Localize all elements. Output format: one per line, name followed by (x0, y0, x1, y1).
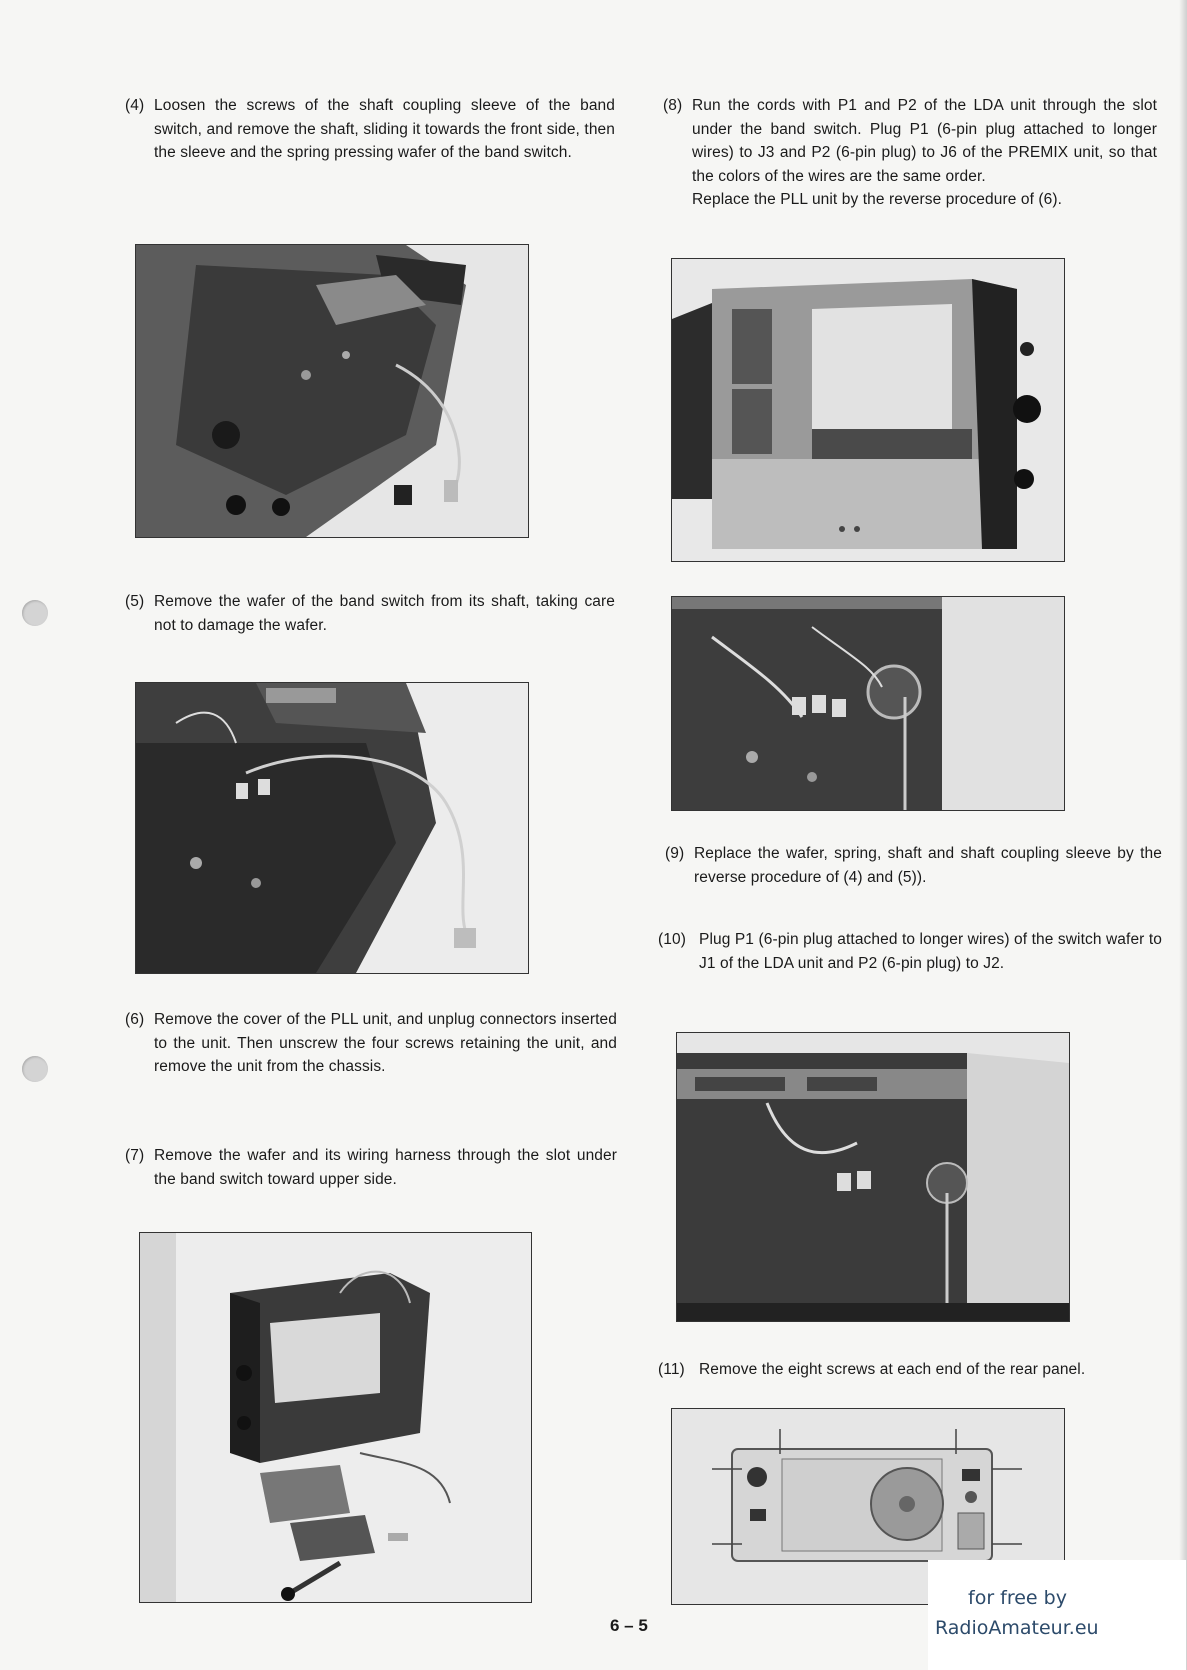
step-text: Run the cords with P1 and P2 of the LDA unit through the slot under the band switch. Plug P1 (6-pin plug attached to longer wires) to J3 and P2 (6-pin plug) to J6 of the PREMIX unit, so that the colors of the wires are the same order. (692, 97, 1157, 185)
credit-watermark (928, 1560, 1186, 1670)
step-text: Replace the wafer, spring, shaft and shaft coupling sleeve by the reverse procedure of (4) and (5)). (694, 845, 1162, 886)
switch-wafer-photo (671, 596, 1065, 811)
step-text: Remove the wafer and its wiring harness through the slot under the band switch toward upper side. (154, 1147, 617, 1188)
step-text: Remove the cover of the PLL unit, and unplug connectors inserted to the unit. Then unscrew the four screws retaining the unit, and remove the unit from the chassis. (154, 1011, 617, 1076)
wiring-photo (135, 682, 529, 974)
step-number: (7) (125, 1147, 145, 1164)
chassis-photo (135, 244, 529, 538)
step-text: Plug P1 (6-pin plug attached to longer wires) of the switch wafer to J1 of the LDA unit and P2 (6-pin plug) to J2. (699, 931, 1162, 972)
binder-hole (22, 1056, 48, 1082)
pll-area-photo (671, 258, 1065, 562)
page-number: 6 – 5 (610, 1616, 648, 1635)
step-number: (5) (125, 593, 145, 610)
lda-unit-photo (676, 1032, 1070, 1322)
step-number: (10) (658, 931, 686, 948)
step-5 (125, 590, 615, 637)
step-7 (125, 1144, 617, 1191)
binder-hole (22, 600, 48, 626)
step-8 (663, 94, 1157, 212)
step-number: (6) (125, 1011, 145, 1028)
step-10 (658, 928, 1162, 975)
credit-line-1: for free by (968, 1587, 1067, 1609)
step-number: (11) (658, 1361, 685, 1378)
step-text: Remove the eight screws at each end of the rear panel. (699, 1361, 1086, 1378)
step-4 (125, 94, 615, 165)
step-number: (4) (125, 97, 145, 114)
step-text: Loosen the screws of the shaft coupling sleeve of the band switch, and remove the shaft, sliding it towards the front side, then the sleeve and the spring pressing wafer of the band switch. (154, 97, 615, 162)
step-text: Remove the wafer of the band switch from its shaft, taking care not to damage the wafer. (154, 593, 615, 634)
step-number: (8) (663, 97, 683, 114)
unit-removed-photo (139, 1232, 532, 1603)
step-9 (665, 842, 1162, 889)
page-edge-shadow (1179, 0, 1187, 1670)
step-number: (9) (665, 845, 685, 862)
credit-line-2: RadioAmateur.eu (935, 1617, 1099, 1639)
step-6 (125, 1008, 617, 1079)
step-extra-text: Replace the PLL unit by the reverse procedure of (6). (692, 191, 1063, 209)
step-11 (658, 1358, 1162, 1382)
